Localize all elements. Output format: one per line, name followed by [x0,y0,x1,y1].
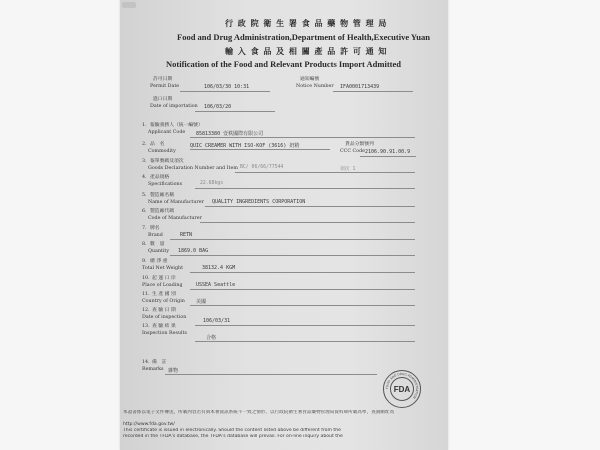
field-5-num: 5. [142,193,147,198]
field-9-underline [190,272,415,273]
field-13-label-en: Inspection Results [142,331,187,336]
field-6-num: 6. [142,209,147,214]
field-1-label-cn: 報驗義務人（統一編號） [150,123,203,128]
import-date-label-en: Date of importation [150,104,198,109]
field-9-value: 38132.4 KGM [202,265,236,271]
notice-value: IFA0001713439 [340,84,380,90]
field-12-label-cn: 查 驗 日 期 [152,308,176,313]
permit-date-underline [180,91,270,92]
header-title-cn: 行 政 院 衛 生 署 食 品 藥 物 管 理 局 [225,18,388,28]
field-13-num: 13. [142,324,150,329]
field-7-label-en: Brand [148,233,163,238]
header-title-en: Food and Drug Administration,Department of Health,Executive Yuan [177,32,430,42]
field-3-underline [235,172,415,173]
field-2-underline [190,149,330,150]
field-13-value: 合格 [206,335,217,341]
field-14-num: 14. [142,360,150,365]
field-4-value: 22.68kgs [200,181,224,186]
seal-center-text: FDA [393,384,411,394]
field-9-label-cn: 總 淨 重 [150,259,168,264]
field-4-label-en: Specifications [148,182,183,187]
field-11-value: 美國 [196,299,207,305]
footer-line-2: http://www.fda.gov.tw/ [123,422,175,427]
field-9-label-en: Total Net Weight [142,266,184,271]
field-13-underline [195,341,415,342]
field-14-value: 雜物 [168,368,179,374]
seal-ring-icon [383,370,421,408]
permit-date-value: 106/03/30 10:31 [204,84,250,90]
field-3-num: 3. [142,159,147,164]
field-14-underline [165,374,377,375]
field-1-label-en: Applicant Code [148,130,186,135]
field-2-num: 2. [142,142,147,147]
field-1-underline [190,137,415,138]
field-2-extra-label-en: CCC Code [340,149,366,154]
field-2-value: QUIC CREAMER WITH ISO-KOF (3616) 奶精 [190,143,300,149]
field-2-extra-underline [360,156,416,157]
field-8-label-en: Quantity [148,249,170,254]
header-subtitle-en: Notification of the Food and Relevant Products Import Admitted [166,59,401,69]
field-1-num: 1. [142,123,147,128]
field-5-value: QUALITY INGREDIENTS CORPORATION [212,199,306,205]
field-3-label-en: Goods Declaration Number and Item [148,166,238,171]
field-12-label-en: Date of inspection [142,315,187,320]
field-7-num: 7. [142,226,147,231]
permit-date-label-cn: 許可日期 [153,77,173,82]
permit-date-label-en: Permit Date [150,84,180,89]
field-2-extra-value: 2106.90.91.00.9 [365,149,411,155]
field-10-num: 10. [142,276,150,281]
field-10-label-en: Place of Loading [142,283,183,288]
field-13-label-cn: 查 驗 結 果 [152,324,176,329]
field-3-value: BC/ 06/66/77544 [240,165,284,170]
field-9-num: 9. [142,259,147,264]
field-14-label-en: Remarks [142,367,164,372]
field-4-underline [195,188,415,189]
field-2-label-en: Commodity [148,149,176,154]
footer-line-1: 本證書係以電子文件傳送，所載內容若有與本署資訊系統不一致之情形，以行政院衛生署食品藥物管理局資料庫所載為準，查詢網址為 [123,410,395,415]
import-date-underline [195,111,275,112]
field-5-label-cn: 製造廠名稱 [150,193,174,198]
background-strip [448,0,600,450]
field-3-extra-value: 項次 1 [340,167,356,172]
field-12-value: 106/03/31 [203,318,231,324]
notice-underline [333,91,413,92]
field-10-underline [190,289,415,290]
field-11-label-en: Country of Origin [142,299,185,304]
field-10-value: USSEA Seattle [196,282,236,288]
footer-line-3: This certificate is issued in electronically. Should the content listed above be different from the [123,428,341,433]
notice-label-en: Notice Number [296,84,334,89]
field-6-label-en: Code of Manufacturer [148,216,202,221]
field-5-label-en: Name of Manufacturer [148,200,204,205]
field-1-value: 85813380 壹秩國際有限公司 [196,131,264,137]
field-4-num: 4. [142,175,147,180]
notice-label-cn: 通知編號 [300,77,320,82]
field-7-label-cn: 牌名 [150,226,160,231]
field-7-value: RETN [180,232,193,238]
svg-text:FOOD AND DRUG ADMINISTRATION [384,371,418,399]
seal-ring-text: FOOD AND DRUG ADMINISTRATION [384,371,419,400]
field-11-underline [190,305,415,306]
field-6-label-cn: 製造廠代碼 [150,209,174,214]
scan-smudge [122,2,136,8]
import-date-value: 106/03/20 [204,104,232,110]
field-6-underline [200,222,415,223]
field-3-label-cn: 報單號碼及項次 [150,159,184,164]
field-11-num: 11. [142,292,150,297]
field-14-label-cn: 備 註 [152,360,167,365]
field-7-underline [170,239,415,240]
field-11-label-cn: 生 產 國 別 [152,292,176,297]
field-10-label-cn: 起 運 口 岸 [152,276,176,281]
field-12-num: 12. [142,308,150,313]
field-8-num: 8. [142,242,147,247]
fda-seal [383,370,421,408]
field-8-value: 1869.0 BAG [178,248,209,254]
field-2-extra-label-cn: 貨品分類號列 [345,142,374,147]
field-5-underline [205,206,415,207]
field-8-underline [170,255,415,256]
import-date-label-cn: 進口日期 [153,97,173,102]
header-subtitle-cn: 輸 入 食 品 及 相 關 產 品 許 可 通 知 [225,46,388,56]
field-4-label-cn: 產品規格 [150,175,170,180]
field-12-underline [195,325,415,326]
field-2-label-cn: 品 名 [150,142,165,147]
field-8-label-cn: 數 量 [150,242,165,247]
footer-line-4: recorded in the TFDA's database, the TFDA's database will prevail. For on-line inquiry about the [123,434,343,439]
